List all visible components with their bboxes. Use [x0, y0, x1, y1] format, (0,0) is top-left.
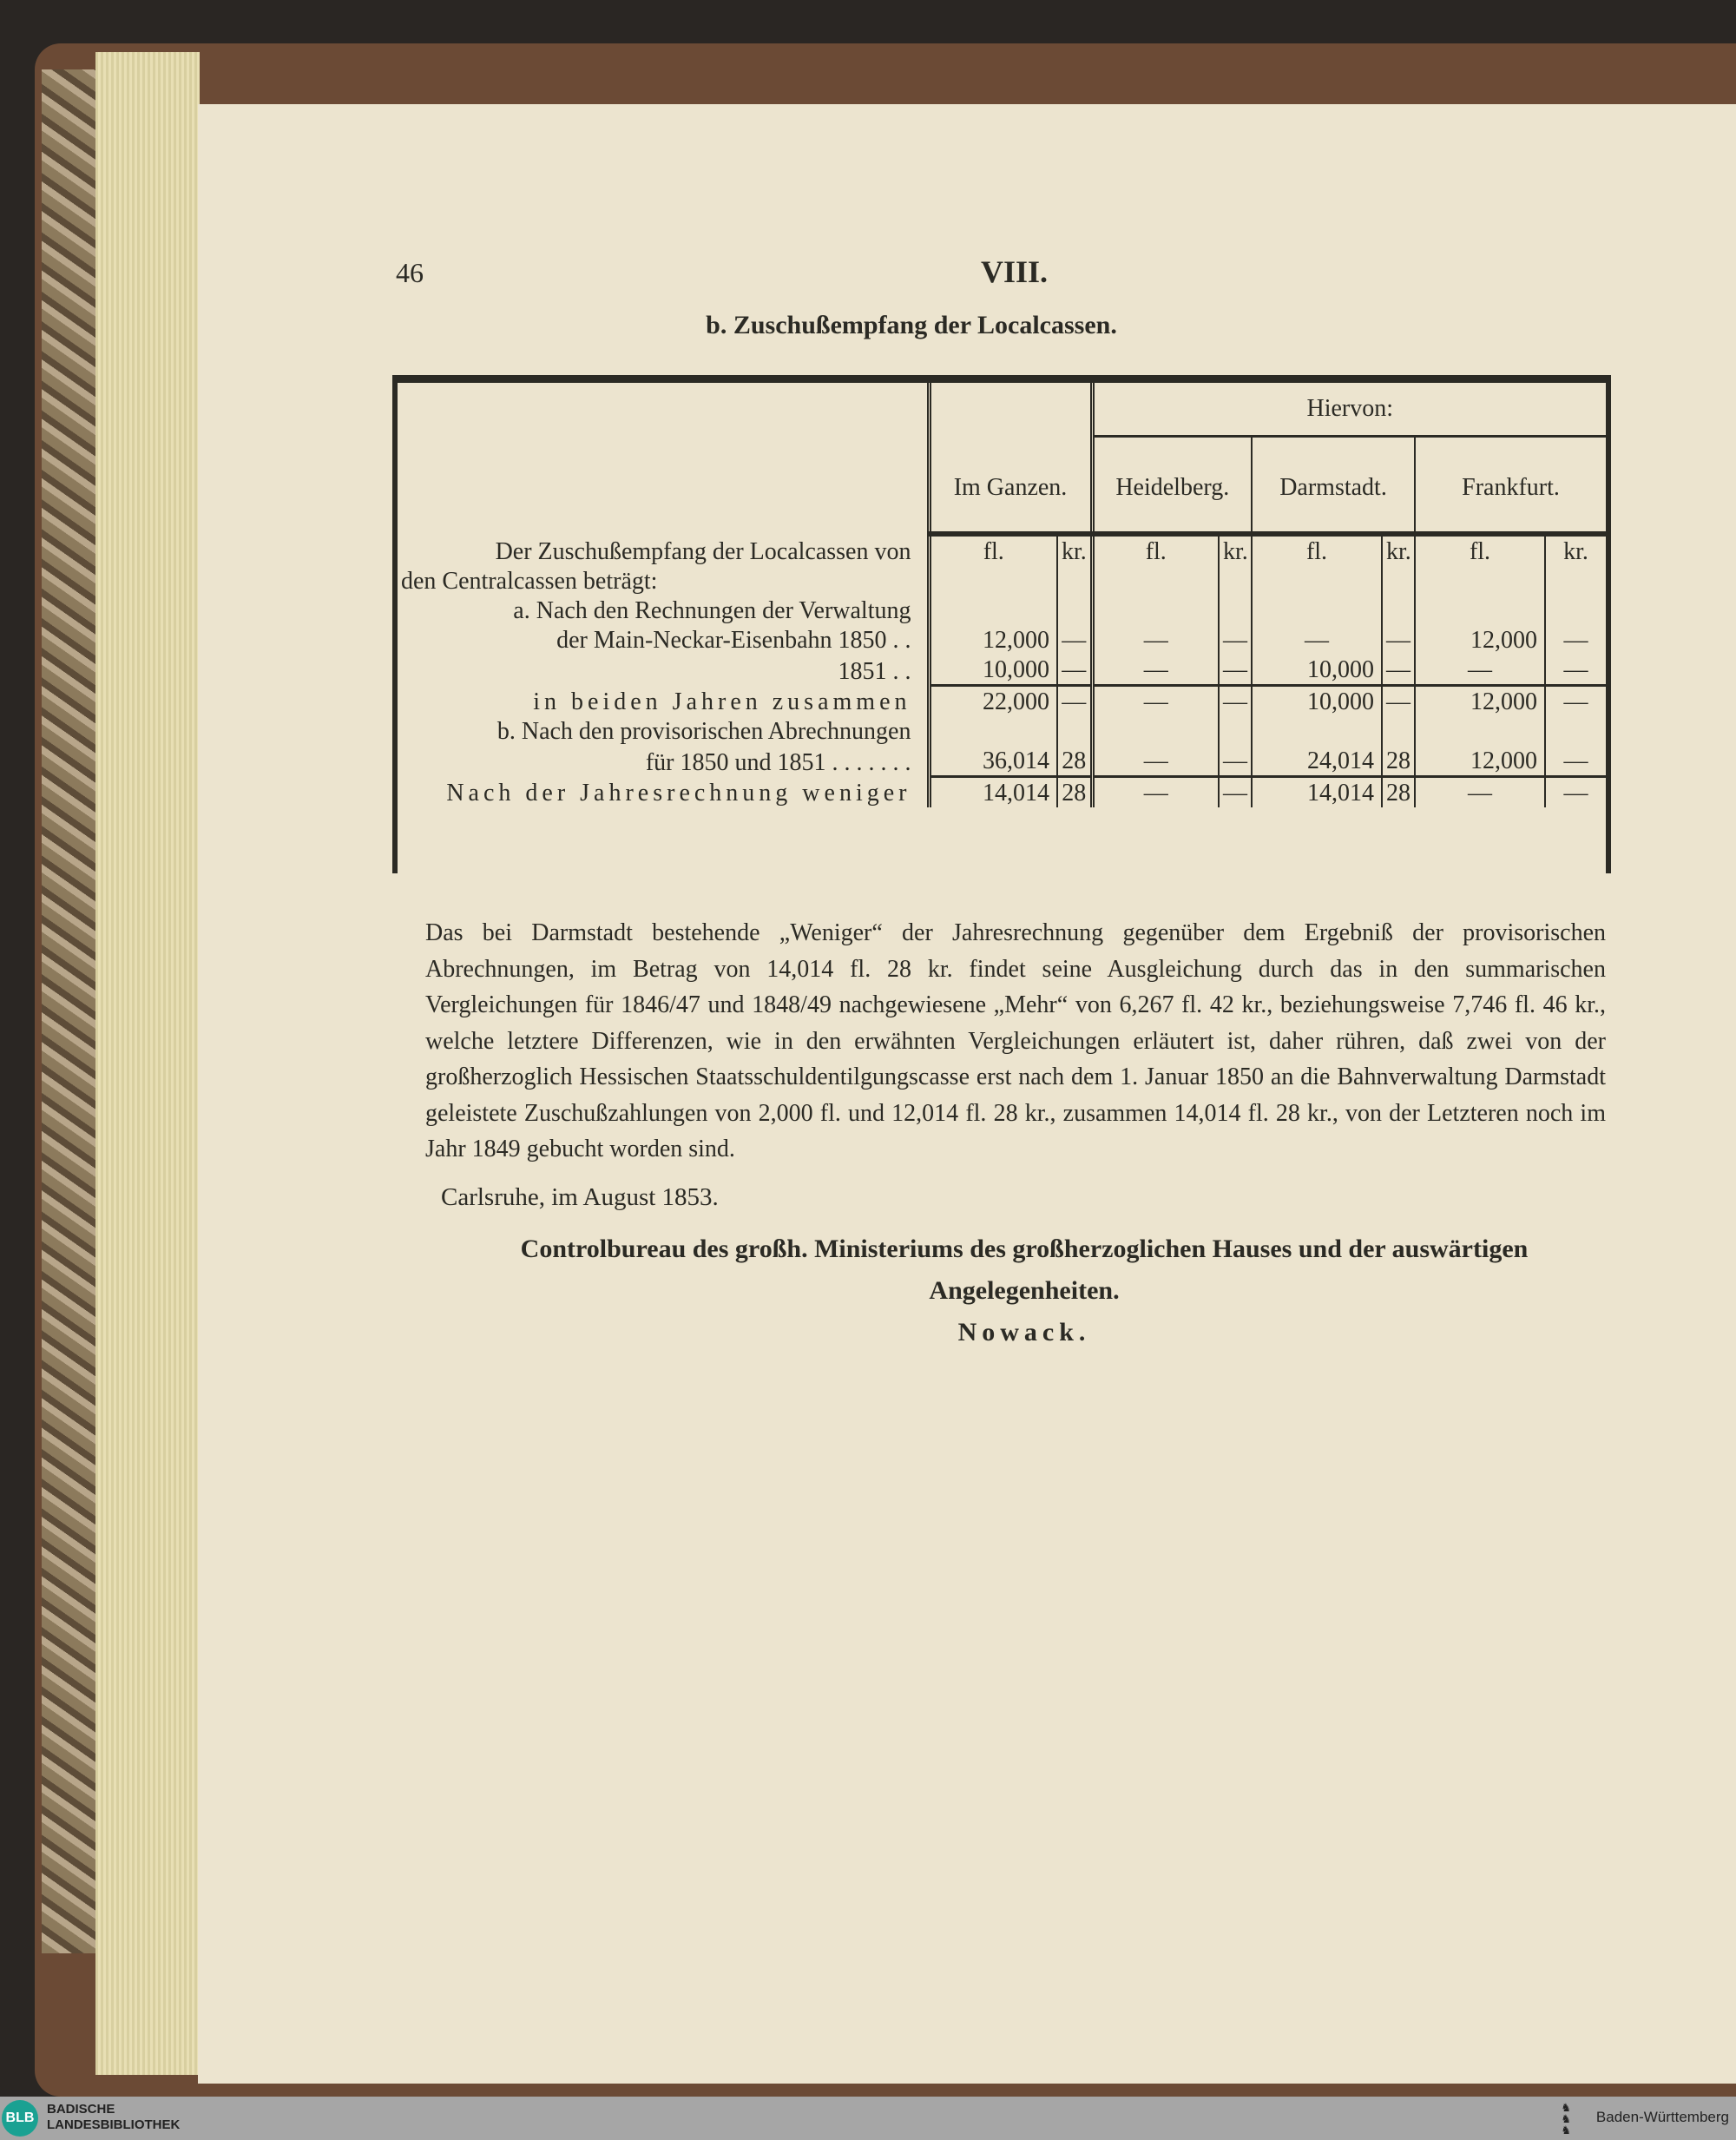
row-label: für 1850 und 1851 . . . . . . . — [645, 748, 911, 776]
kr-cell: — — [1382, 686, 1415, 717]
fl-cell: — — [1415, 777, 1545, 808]
kr-cell — [1057, 716, 1092, 746]
page-edges — [95, 52, 200, 2075]
kr-cell: — — [1382, 625, 1415, 655]
col-kr: kr. — [1545, 534, 1606, 566]
office-line-2: Angelegenheiten. — [929, 1275, 1120, 1305]
fl-cell: 12,000 — [929, 625, 1057, 655]
kr-cell — [1219, 716, 1252, 746]
header-heidelberg: Heidelberg. — [1115, 474, 1230, 501]
header-darmstadt: Darmstadt. — [1252, 437, 1415, 503]
viewer-footer — [0, 2097, 1736, 2140]
fl-cell: — — [1143, 656, 1168, 683]
table-row — [398, 625, 1606, 655]
library-name — [47, 2102, 180, 2133]
table-row — [398, 686, 1606, 717]
table-row — [398, 746, 1606, 777]
kr-cell: — — [1219, 655, 1252, 686]
state-logo-text[interactable]: Baden-Württemberg — [1595, 2109, 1729, 2125]
header-im-ganzen: Im Ganzen. — [929, 383, 1092, 502]
place-date: Carlsruhe, im August 1853. — [441, 1182, 719, 1211]
fl-cell — [1092, 716, 1219, 746]
fl-cell: 12,000 — [1415, 686, 1545, 717]
fl-cell: 22,000 — [929, 686, 1057, 717]
col-fl: fl. — [1415, 534, 1545, 566]
fl-cell: 36,014 — [929, 746, 1057, 777]
kr-cell: — — [1545, 686, 1606, 717]
fl-cell: — — [1092, 777, 1219, 808]
kr-cell: 28 — [1382, 746, 1415, 777]
col-fl: fl. — [1252, 534, 1382, 566]
intro-line-1: Der Zuschußempfang der Localcassen von — [495, 538, 911, 565]
kr-cell: — — [1545, 777, 1606, 808]
section-subtitle: b. Zuschußempfang der Localcassen. — [706, 311, 1117, 339]
blb-logo-icon[interactable]: BLB — [2, 2100, 38, 2137]
chapter-heading: VIII. — [981, 254, 1049, 289]
col-fl: fl. — [929, 534, 1057, 566]
fl-cell: — — [1092, 686, 1219, 717]
paragraph-text: Das bei Darmstadt bestehende „Weniger“ der Jahresrechnung gegenüber dem Ergebniß der provisorischen Abrechnungen, im Betrag von 14,014 fl. 28 kr. findet seine Ausgleichung durch das in den summarischen Vergleichungen für 1846/47 und 1848/49 nachgewiesene „Mehr“ von 6,267 fl. 42 kr., beziehungsweise 7,746 fl. 46 kr., welche letztere Differenzen, wie in den erwähnten Vergleichungen erläutert ist, daher rühren, daß zwei von der großherzoglich Hessischen Staatsschuldentilgungscasse erst nach dem 1. Januar 1850 an die Bahnverwaltung Darmstadt geleistete Zuschußzahlungen von 2,000 fl. und 12,014 fl. 28 kr., zusammen 14,014 fl. 28 kr., von der Letzteren noch im Jahr 1849 gebucht worden sind. — [425, 919, 1606, 1162]
kr-cell: — — [1057, 625, 1092, 655]
table-row — [398, 655, 1606, 686]
header-frankfurt: Frankfurt. — [1415, 437, 1606, 503]
col-fl: fl. — [1145, 538, 1167, 565]
kr-cell — [1545, 716, 1606, 746]
kr-cell: — — [1219, 686, 1252, 717]
kr-cell: 28 — [1057, 777, 1092, 808]
office-line-1: Controlbureau des großh. Ministeriums des großherzoglichen Hauses und der auswärtigen — [520, 1234, 1529, 1263]
kr-cell: — — [1545, 655, 1606, 686]
fl-cell: 10,000 — [1252, 655, 1382, 686]
fl-cell: 12,000 — [1415, 746, 1545, 777]
kr-cell: — — [1057, 686, 1092, 717]
kr-cell: — — [1219, 746, 1252, 777]
fl-cell: 10,000 — [929, 655, 1057, 686]
kr-cell: — — [1545, 625, 1606, 655]
row-label: Nach der Jahresrechnung weniger — [446, 780, 911, 807]
kr-cell: — — [1382, 655, 1415, 686]
fl-cell: 12,000 — [1415, 625, 1545, 655]
header-hiervon: Hiervon: — [1092, 383, 1606, 437]
fl-cell: — — [1143, 747, 1168, 774]
kr-cell: — — [1545, 746, 1606, 777]
kr-cell — [1382, 716, 1415, 746]
explanatory-paragraph — [425, 915, 1606, 1168]
row-label: 1851 . . — [838, 657, 911, 685]
kr-cell: — — [1057, 655, 1092, 686]
kr-cell: 28 — [1057, 746, 1092, 777]
fl-cell — [929, 716, 1057, 746]
fl-cell: — — [1252, 625, 1382, 655]
kr-cell: — — [1219, 777, 1252, 808]
page-number: 46 — [396, 257, 424, 288]
signature-block — [417, 1228, 1632, 1353]
fl-cell: 24,014 — [1252, 746, 1382, 777]
fl-cell: 14,014 — [1252, 777, 1382, 808]
fl-cell: — — [1415, 655, 1545, 686]
row-label: der Main-Neckar-Eisenbahn 1850 . . — [556, 627, 911, 654]
fl-cell: 14,014 — [929, 777, 1057, 808]
marbled-edge — [42, 69, 102, 1953]
fl-cell — [1252, 716, 1382, 746]
col-kr: kr. — [1382, 534, 1415, 566]
col-kr: kr. — [1057, 534, 1092, 566]
page-body — [392, 375, 1611, 1353]
library-line-2: LANDESBIBLIOTHEK — [47, 2117, 181, 2132]
row-label: in beiden Jahren zusammen — [533, 688, 911, 715]
signatory-name: Nowack. — [957, 1317, 1091, 1347]
table-row — [398, 716, 1606, 746]
fl-cell: — — [1143, 627, 1168, 654]
fl-cell: 10,000 — [1252, 686, 1382, 717]
row-label: b. Nach den provisorischen Abrechnungen — [496, 718, 911, 745]
intro-line-2: den Centralcassen beträgt: — [401, 568, 658, 595]
subsidy-table — [392, 375, 1611, 873]
intro-line-3: a. Nach den Rechnungen der Verwaltung — [513, 597, 911, 624]
fl-cell — [1415, 716, 1545, 746]
library-line-1: BADISCHE — [47, 2102, 115, 2117]
bw-lions-icon: ♞ ♞ ♞ — [1561, 2101, 1571, 2137]
kr-cell: 28 — [1382, 777, 1415, 808]
table-row — [398, 777, 1606, 808]
kr-cell: — — [1219, 625, 1252, 655]
col-kr: kr. — [1219, 534, 1252, 566]
